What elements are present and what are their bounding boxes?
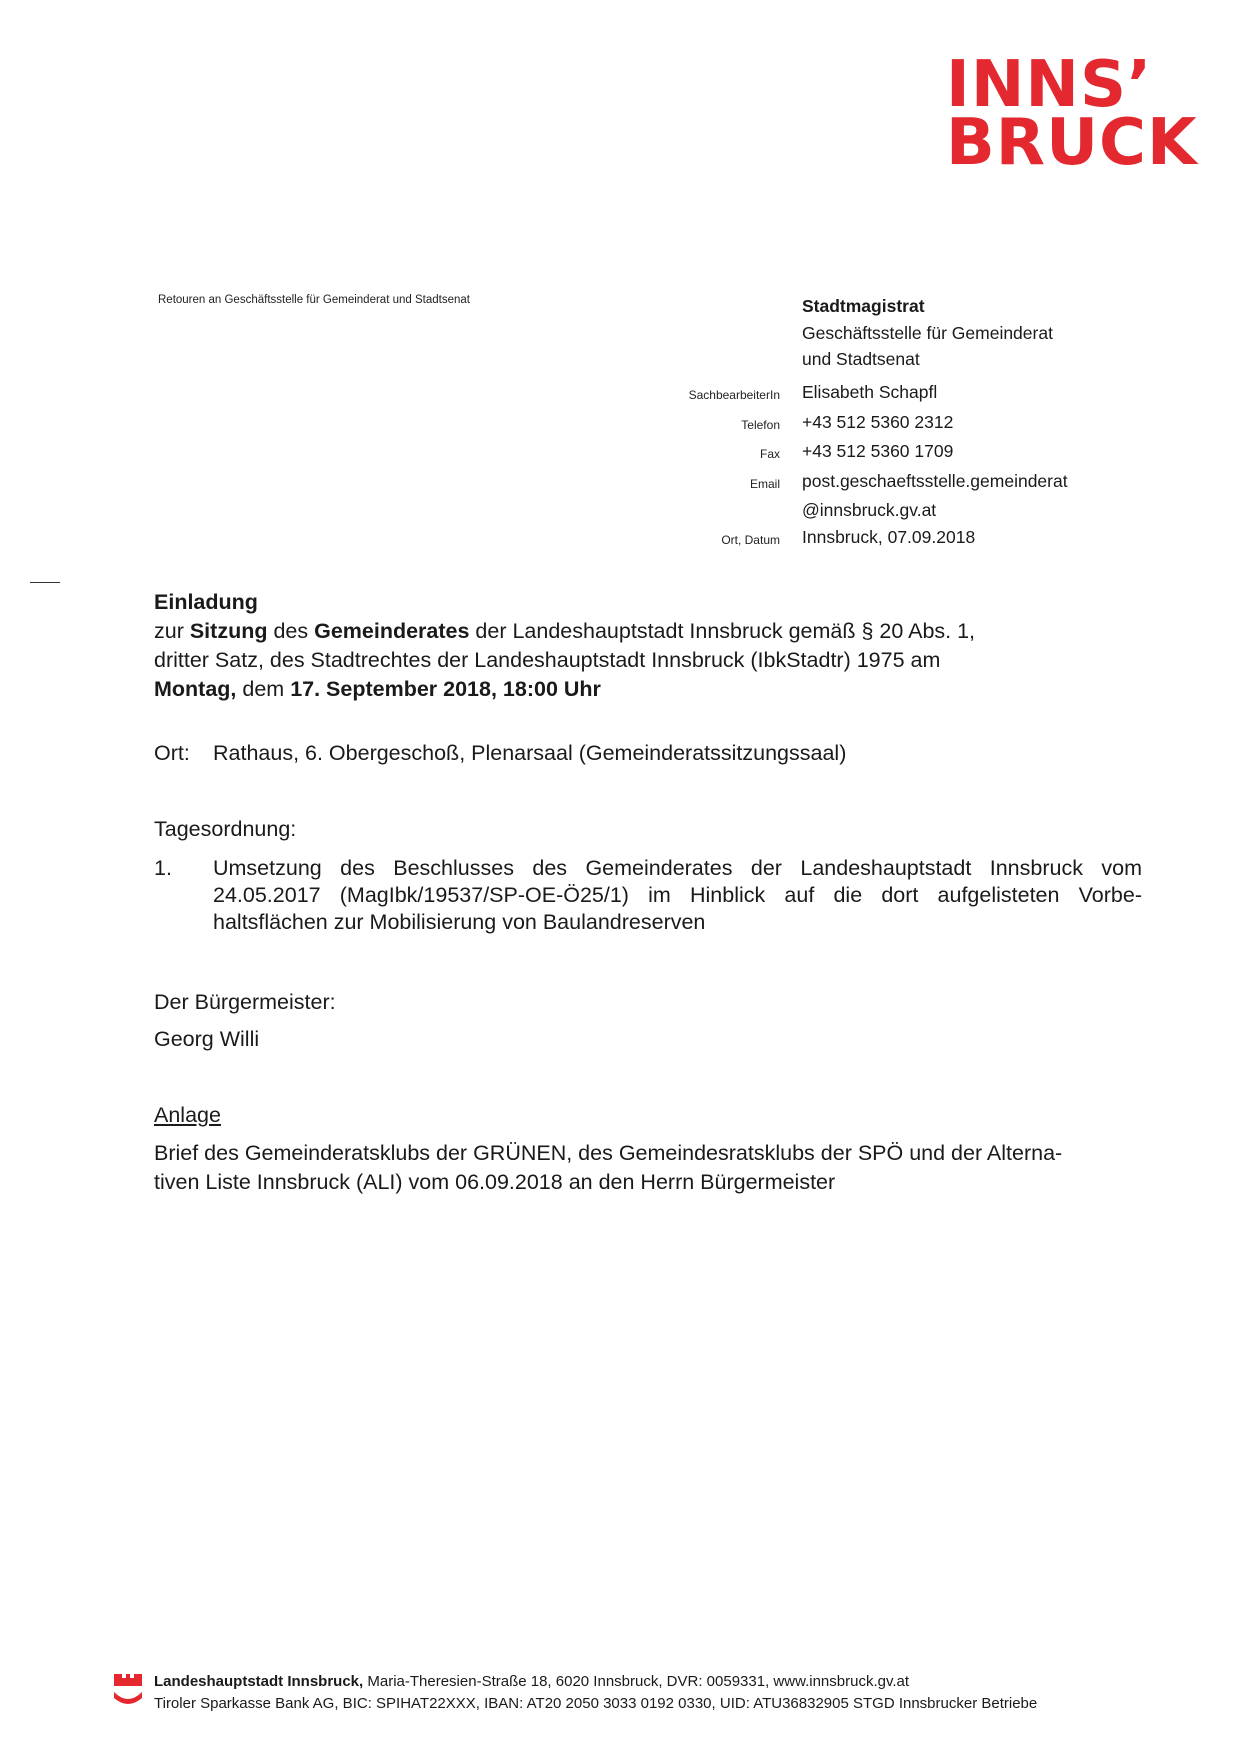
field-value: Innsbruck, 07.09.2018 [802, 526, 976, 547]
attachment-line-1: Brief des Gemeinderatsklubs der GRÜNEN, des Gemeindesratsklubs der SPÖ und der Alterna- [154, 1141, 1063, 1165]
footer-line-2: Tiroler Sparkasse Bank AG, BIC: SPIHAT22XXX, IBAN: AT20 2050 3033 0192 0330, UID: ATU36832905 STGD Innsbrucker Betriebe [154, 1695, 1038, 1712]
agenda-item-text: Umsetzung des Beschlusses des Gemeinderates der Landeshauptstadt Innsbruck vom 24.05.2017 (MagIbk/19537/SP-OE-Ö25/1) im Hinblick auf die dort aufgelisteten Vorbehaltsflächen zur Mobilisierung von Baulandreserven [213, 856, 1142, 934]
field-value: +43 512 5360 1709 [802, 441, 954, 461]
field-row-place-date [600, 524, 1080, 554]
innsbruck-crest-icon [112, 1672, 144, 1708]
field-value: post.geschaeftsstelle.gemeinderat [802, 470, 1068, 491]
logo-line-1: INNS’ [946, 48, 1153, 122]
field-label: Telefon [741, 417, 780, 432]
field-row-fax [600, 438, 1080, 468]
sender-dept-line-1: Geschäftsstelle für Gemeinderat [802, 322, 1053, 343]
field-row-clerk [600, 379, 1080, 409]
field-label: Email [749, 476, 780, 491]
invitation-line-4: Montag, dem 17. September 2018, 18:00 Uhr [154, 677, 601, 701]
innsbruck-logo [946, 48, 1198, 180]
sender-dept-line-2: und Stadtsenat [802, 349, 920, 369]
sender-org: Stadtmagistrat [802, 296, 925, 316]
signature-title: Der Bürgermeister: [154, 990, 336, 1014]
attachment-heading: Anlage [154, 1103, 221, 1127]
attachment-text [154, 1139, 1142, 1197]
footer-line-1: Landeshauptstadt Innsbruck, Maria-Theresien-Straße 18, 6020 Innsbruck, DVR: 0059331, www.innsbruck.gv.at [154, 1673, 910, 1690]
return-address: Retouren an Geschäftsstelle für Gemeinderat und Stadtsenat [158, 294, 470, 306]
location-line [154, 739, 1142, 768]
agenda-item [154, 855, 1142, 936]
invitation-title: Einladung [154, 590, 258, 614]
signature-name: Georg Willi [154, 1027, 260, 1051]
sender-block [802, 293, 1053, 373]
invitation-line-2: zur Sitzung des Gemeinderates der Landeshauptstadt Innsbruck gemäß § 20 Abs. 1, [154, 619, 976, 643]
location-label: Ort: [154, 741, 190, 765]
field-value: @innsbruck.gv.at [802, 500, 937, 520]
field-row-phone [600, 409, 1080, 439]
attachment-line-2: tiven Liste Innsbruck (ALI) vom 06.09.2018 an den Herrn Bürgermeister [154, 1170, 836, 1194]
agenda-heading: Tagesordnung: [154, 817, 297, 841]
footer [154, 1671, 1037, 1715]
contact-fields [600, 379, 1080, 553]
field-row-email [600, 468, 1080, 498]
invitation-line-3: dritter Satz, des Stadtrechtes der Landeshauptstadt Innsbruck (IbkStadtr) 1975 am [154, 648, 941, 672]
invitation-block [154, 588, 1142, 704]
agenda-item-number: 1. [154, 856, 172, 880]
field-label: SachbearbeiterIn [688, 388, 780, 402]
field-label [600, 497, 802, 524]
field-label: Fax [759, 447, 780, 461]
field-value: Elisabeth Schapfl [802, 382, 938, 402]
location-value: Rathaus, 6. Obergeschoß, Plenarsaal (Gemeinderatssitzungssaal) [213, 741, 847, 765]
field-value: +43 512 5360 2312 [802, 411, 954, 432]
logo-line-2: BRUCK [946, 106, 1198, 180]
field-label: Ort, Datum [721, 532, 780, 547]
field-row-email-cont [600, 497, 1080, 524]
fold-mark [30, 582, 60, 583]
